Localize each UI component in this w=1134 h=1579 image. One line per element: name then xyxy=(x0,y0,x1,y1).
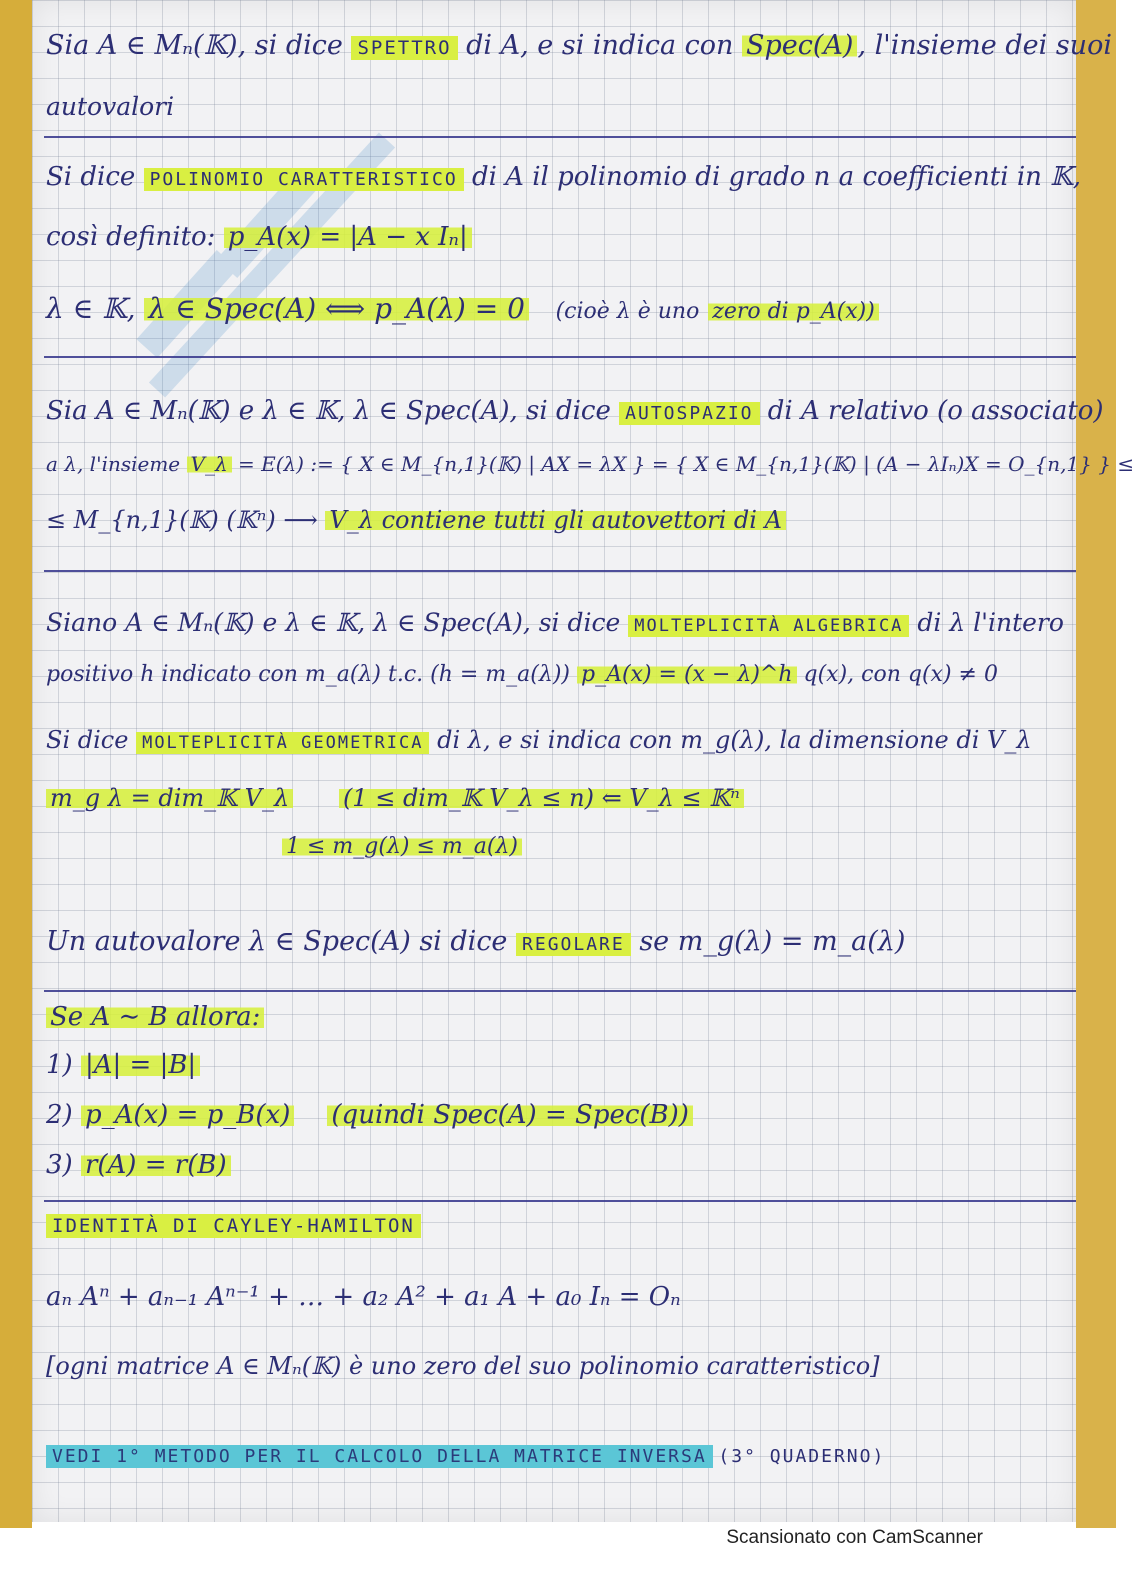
text-segment: Sia A ∈ Mₙ(𝕂), si dice xyxy=(46,30,343,61)
text-segment: (cioè λ è uno xyxy=(555,299,700,324)
highlight-char-polys: p_A(x) = p_B(x) xyxy=(81,1100,294,1130)
similarity-item-3 xyxy=(46,1150,1056,1180)
term-molteplicita-geometrica: MOLTEPLICITÀ GEOMETRICA xyxy=(136,732,429,754)
text-segment: ≤ M_{n,1}(𝕂) (𝕂ⁿ) ⟶ xyxy=(46,506,318,534)
text-segment: aₙ Aⁿ + aₙ₋₁ Aⁿ⁻¹ + … + a₂ A² + a₁ A + a₀ Iₙ = Oₙ xyxy=(46,1282,681,1312)
geo-mult-line-3 xyxy=(282,834,1056,859)
text-segment: di λ l'intero xyxy=(917,608,1064,637)
section-divider xyxy=(44,356,1076,358)
text-segment: = E(λ) := { X ∈ M_{n,1}(𝕂) | AX = λX } = { X ∈ M_{n,1}(𝕂) | (A − λIₙ)X = O_{n,1} } ≤ xyxy=(237,452,1134,476)
cayley-hamilton-formula xyxy=(46,1282,1056,1312)
text-segment: di λ, e si indica con m_g(λ), la dimensione di V_λ xyxy=(437,726,1032,754)
highlight-zero: zero di p_A(x)) xyxy=(708,299,879,324)
text-segment: λ ∈ 𝕂, xyxy=(46,292,136,325)
term-spettro: SPETTRO xyxy=(351,36,457,60)
highlight-v-lambda: V_λ xyxy=(187,452,232,476)
notebook-page xyxy=(32,0,1134,1522)
section-divider xyxy=(44,570,1076,572)
term-cayley-hamilton: IDENTITÀ DI CAYLEY-HAMILTON xyxy=(46,1214,421,1238)
section-divider xyxy=(44,136,1076,138)
eigenspace-line-2 xyxy=(46,452,1134,476)
cayley-hamilton-note xyxy=(46,1352,1056,1380)
regular-eigenvalue-line xyxy=(46,926,1056,957)
section-divider xyxy=(44,1200,1076,1202)
text-segment: se m_g(λ) = m_a(λ) xyxy=(639,926,906,957)
term-autospazio: AUTOSPAZIO xyxy=(619,402,759,425)
text-segment: Siano A ∈ Mₙ(𝕂) e λ ∈ 𝕂, λ ∈ Spec(A), si dice xyxy=(46,608,621,637)
char-poly-line xyxy=(46,162,1082,192)
text-segment: di A, e si indica con xyxy=(466,30,734,61)
item-number: 1) xyxy=(46,1050,73,1080)
text-segment: di A relativo (o associato) xyxy=(767,396,1104,426)
eigenspace-line-1 xyxy=(46,396,1104,426)
text-segment: Sia A ∈ Mₙ(𝕂) e λ ∈ 𝕂, λ ∈ Spec(A), si dice xyxy=(46,396,611,426)
similarity-item-2 xyxy=(46,1100,1056,1130)
reference-line xyxy=(46,1446,1056,1467)
text-segment: Un autovalore λ ∈ Spec(A) si dice xyxy=(46,926,508,957)
scan-background-right xyxy=(1076,0,1116,1528)
text-segment: autovalori xyxy=(46,92,175,121)
term-regolare: REGOLARE xyxy=(516,933,631,956)
cayley-hamilton-heading xyxy=(46,1210,1056,1238)
highlight-root-equivalence: λ ∈ Spec(A) ⟺ p_A(λ) = 0 xyxy=(144,292,528,325)
spectrum-definition-line-2 xyxy=(46,92,1056,121)
highlight-geo-dim: m_g λ = dim_𝕂 V_λ xyxy=(46,784,293,812)
similarity-item-1 xyxy=(46,1050,1056,1080)
term-molteplicita-algebrica: MOLTEPLICITÀ ALGEBRICA xyxy=(628,615,909,637)
text-segment: a λ, l'insieme xyxy=(46,452,181,476)
text-segment: , l'insieme dei suoi xyxy=(857,30,1112,61)
item-number: 2) xyxy=(46,1100,73,1130)
text-segment: [ogni matrice A ∈ Mₙ(𝕂) è uno zero del suo polinomio caratteristico] xyxy=(46,1352,880,1380)
text-segment: Si dice xyxy=(46,726,129,754)
item-number: 3) xyxy=(46,1150,73,1180)
geo-mult-line-2 xyxy=(46,784,1056,812)
text-segment: Si dice xyxy=(46,162,136,192)
highlight-mult-inequality: 1 ≤ m_g(λ) ≤ m_a(λ) xyxy=(282,834,522,859)
highlight-similarity: Se A ∼ B allora: xyxy=(46,1002,264,1032)
text-segment: di A il polinomio di grado n a coefficienti in 𝕂, xyxy=(471,162,1082,192)
highlight-eigenvectors: V_λ contiene tutti gli autovettori di A xyxy=(325,506,786,534)
geo-mult-line-1 xyxy=(46,726,1056,754)
text-segment: q(x), con q(x) ≠ 0 xyxy=(803,662,998,687)
char-poly-formula-line xyxy=(46,222,1056,252)
highlight-spec: Spec(A) xyxy=(742,30,857,61)
highlight-determinants: |A| = |B| xyxy=(81,1050,200,1080)
spectrum-definition-line xyxy=(46,30,1112,61)
similarity-heading xyxy=(46,1002,1056,1032)
text-segment: (3° QUADERNO) xyxy=(718,1446,886,1467)
alg-mult-line-1 xyxy=(46,608,1064,637)
text-segment: così definito: xyxy=(46,222,216,252)
alg-mult-line-2 xyxy=(46,662,1056,687)
highlight-reference: VEDI 1° METODO PER IL CALCOLO DELLA MATRICE INVERSA xyxy=(46,1445,713,1468)
scan-background-left xyxy=(0,0,32,1528)
highlight-ranks: r(A) = r(B) xyxy=(81,1150,231,1180)
eigenvalue-root-line xyxy=(46,292,1056,325)
term-polinomio-caratteristico: POLINOMIO CARATTERISTICO xyxy=(144,168,464,191)
section-divider xyxy=(44,990,1076,992)
highlight-spectra: (quindi Spec(A) = Spec(B)) xyxy=(327,1100,693,1130)
eigenspace-line-3 xyxy=(46,506,1056,534)
highlight-char-poly: p_A(x) = |A − x Iₙ| xyxy=(224,222,472,252)
text-segment: positivo h indicato con m_a(λ) t.c. (h = m_a(λ)) xyxy=(46,662,570,687)
highlight-dim-bound: (1 ≤ dim_𝕂 V_λ ≤ n) ⇐ V_λ ≤ 𝕂ⁿ xyxy=(339,784,744,812)
scanner-watermark-text: Scansionato con CamScanner xyxy=(726,1527,983,1548)
highlight-factorization: p_A(x) = (x − λ)^h xyxy=(577,662,797,687)
